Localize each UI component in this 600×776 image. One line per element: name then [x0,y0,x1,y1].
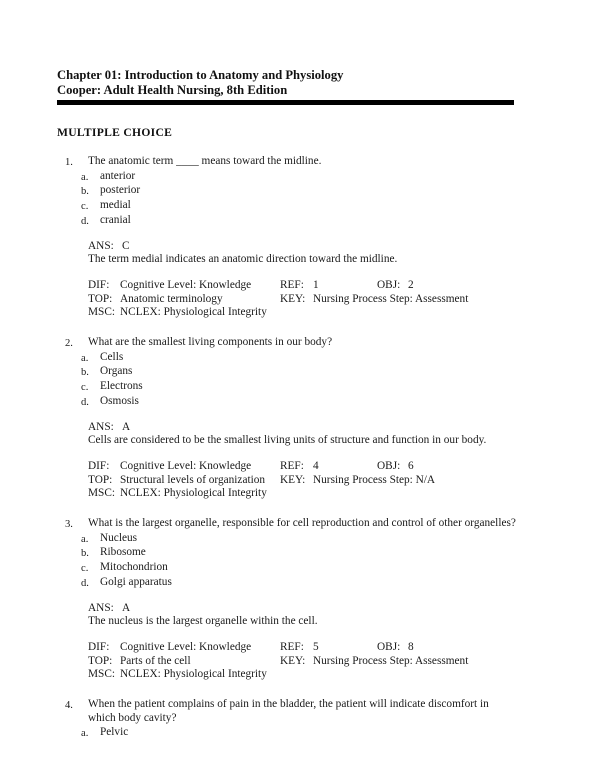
option-letter: d. [81,396,89,408]
option-text: Organs [100,365,133,378]
option-text: anterior [100,169,136,182]
key-value: Nursing Process Step: N/A [313,473,436,486]
section-title: MULTIPLE CHOICE [57,126,173,139]
question-number: 1. [65,157,73,168]
answer-label: ANS: [88,239,114,252]
rationale-text: The nucleus is the largest organelle within the cell. [88,615,318,628]
question-text: What are the smallest living components in our body? [88,336,333,349]
question-line [65,336,572,351]
option-text: medial [100,199,131,212]
ref-label: REF: [280,459,304,472]
answer-label: ANS: [88,420,114,433]
option-letter: a. [81,727,89,739]
document-header [57,68,514,98]
option-letter: d. [81,577,89,589]
option-text: cranial [100,213,131,226]
option-letter: d. [81,215,89,227]
top-label: TOP: [88,473,113,486]
question-text: When the patient complains of pain in the bladder, the patient will indicate discomfort in which body cavity? [88,698,489,724]
ref-value: 1 [313,278,319,291]
answer-value: C [122,239,130,252]
obj-value: 8 [408,640,414,653]
question-block [57,517,572,682]
top-value: Structural levels of organization [120,473,266,486]
options-list [57,170,572,229]
options-list [57,532,572,591]
option-letter: b. [81,367,89,379]
ref-value: 4 [313,459,319,472]
meta-row [88,487,572,501]
meta-row [88,460,572,474]
answer-label: ANS: [88,601,114,614]
question-line [65,698,572,725]
answer-value: A [122,601,131,614]
dif-value: Cognitive Level: Knowledge [120,640,252,653]
dif-label: DIF: [88,278,110,291]
option-row [81,351,572,366]
ref-label: REF: [280,640,304,653]
question-block [57,698,572,740]
ref-label: REF: [280,278,304,291]
option-text: Cells [100,350,124,363]
answer-block [88,421,572,448]
answer-block [88,602,572,629]
obj-value: 6 [408,459,414,472]
option-text: Nucleus [100,531,138,544]
option-row [81,395,572,410]
option-letter: a. [81,352,89,364]
top-value: Parts of the cell [120,654,191,667]
option-row [81,214,572,229]
option-text: Ribosome [100,546,146,559]
answer-block [88,240,572,267]
question-line [65,155,572,170]
dif-label: DIF: [88,459,110,472]
option-text: Electrons [100,380,143,393]
msc-label: MSC: [88,487,116,500]
meta-row [88,306,572,320]
msc-label: MSC: [88,668,116,681]
question-block [57,155,572,320]
options-list [57,351,572,410]
top-value: Anatomic terminology [120,292,223,305]
question-number: 3. [65,519,73,531]
msc-value: NCLEX: Physiological Integrity [120,487,267,500]
option-text: Mitochondrion [100,561,168,574]
question-block [57,336,572,501]
option-letter: b. [81,548,89,560]
option-letter: a. [81,171,89,183]
meta-row [88,474,572,488]
option-row [81,576,572,591]
rationale-text: The term medial indicates an anatomic direction toward the midline. [88,253,398,266]
answer-line [88,421,572,435]
meta-block [88,641,572,682]
ref-value: 5 [313,640,319,653]
obj-label: OBJ: [377,640,401,653]
answer-value: A [122,420,131,433]
option-letter: c. [81,563,89,575]
options-list [57,726,572,741]
question-text: The anatomic term ____ means toward the midline. [88,155,322,167]
option-text: Pelvic [100,725,129,738]
key-label: KEY: [280,654,306,667]
key-label: KEY: [280,473,306,486]
chapter-title: Chapter 01: Introduction to Anatomy and Physiology [57,68,344,82]
meta-row [88,668,572,682]
option-letter: b. [81,186,89,198]
top-label: TOP: [88,292,113,305]
option-letter: c. [81,201,89,213]
dif-label: DIF: [88,640,110,653]
key-value: Nursing Process Step: Assessment [313,292,469,305]
question-number: 4. [65,700,73,712]
question-line [65,517,572,532]
top-label: TOP: [88,654,113,667]
rationale-text: Cells are considered to be the smallest living units of structure and function in our body. [88,434,487,447]
msc-value: NCLEX: Physiological Integrity [120,668,267,681]
question-number: 2. [65,338,73,350]
obj-value: 2 [408,278,414,291]
obj-label: OBJ: [377,278,401,291]
dif-value: Cognitive Level: Knowledge [120,459,252,472]
option-row [81,365,572,380]
meta-row [88,279,572,293]
meta-row [88,641,572,655]
option-text: Osmosis [100,394,139,407]
option-row [81,170,572,185]
meta-block [88,279,572,320]
key-label: KEY: [280,292,306,305]
obj-label: OBJ: [377,459,401,472]
meta-row [88,293,572,307]
option-row [81,546,572,561]
question-text: What is the largest organelle, responsible for cell reproduction and control of other organelles? [88,517,516,530]
option-row [81,184,572,199]
option-text: Golgi apparatus [100,575,172,588]
meta-block [88,460,572,501]
msc-label: MSC: [88,306,116,319]
option-row [81,726,572,741]
header-rule [57,100,514,105]
msc-value: NCLEX: Physiological Integrity [120,306,267,319]
option-row [81,561,572,576]
answer-line [88,602,572,616]
option-row [81,532,572,547]
option-row [81,199,572,214]
option-row [81,380,572,395]
meta-row [88,655,572,669]
option-text: posterior [100,184,141,197]
option-letter: c. [81,382,89,394]
key-value: Nursing Process Step: Assessment [313,654,469,667]
option-letter: a. [81,533,89,545]
answer-line [88,240,572,254]
dif-value: Cognitive Level: Knowledge [120,278,252,291]
book-title: Cooper: Adult Health Nursing, 8th Edition [57,83,288,97]
